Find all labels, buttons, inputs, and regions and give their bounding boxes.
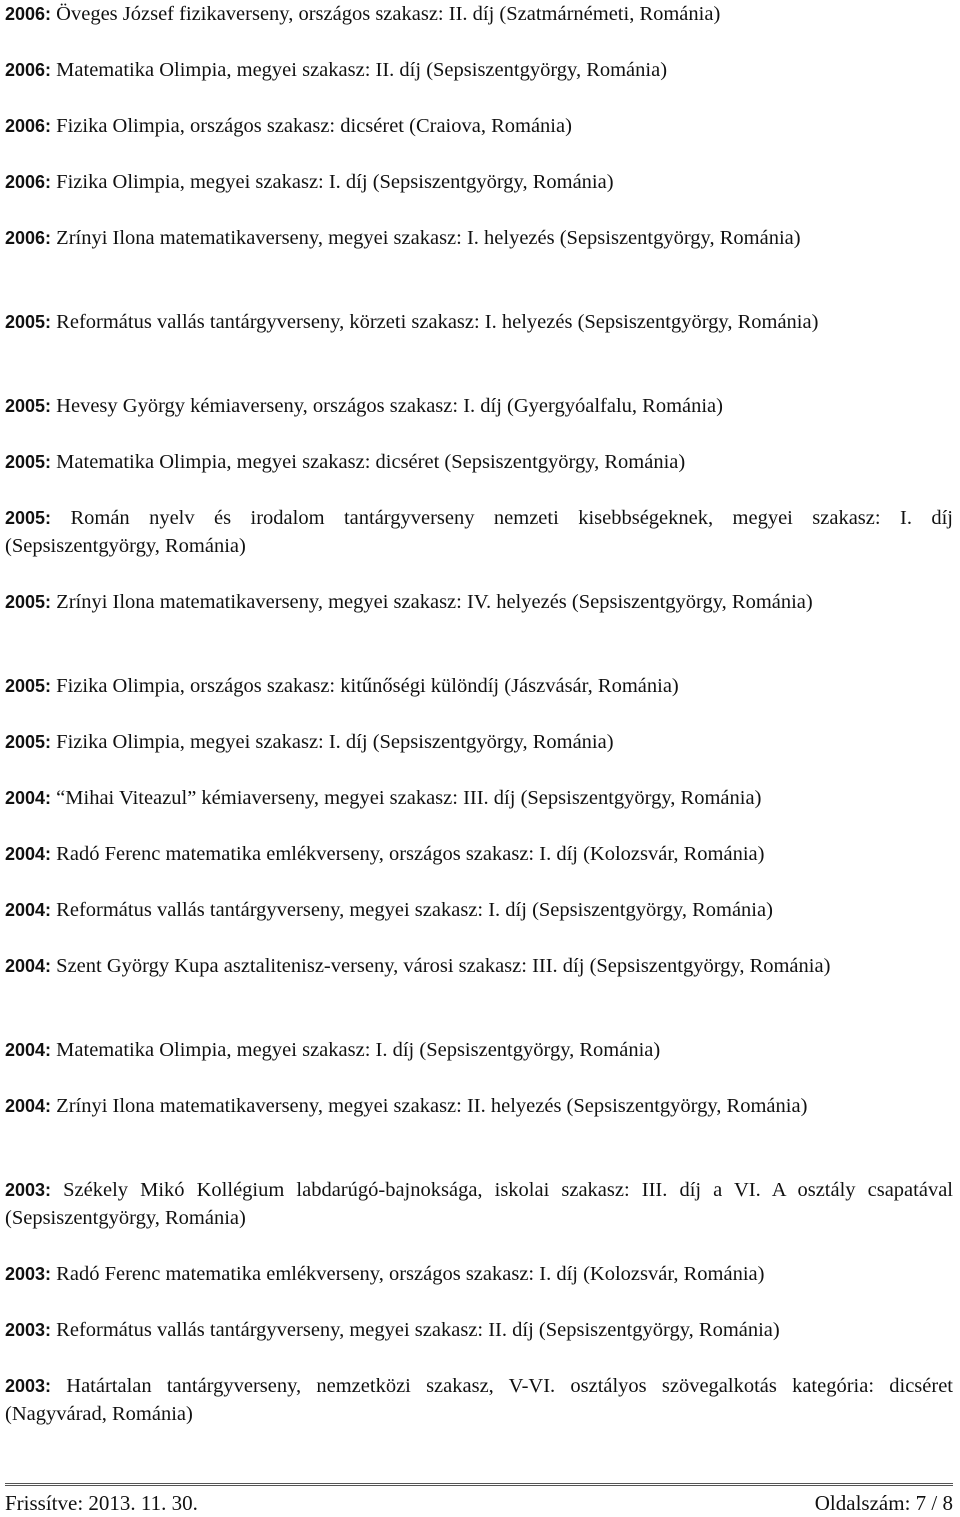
award-entry — [5, 1372, 953, 1428]
award-text: Fizika Olimpia, országos szakasz: dicséret (Craiova, Románia) — [51, 115, 572, 137]
award-year: 2004: — [5, 956, 52, 976]
award-text: Román nyelv és irodalom tantárgyverseny nemzeti kisebbségeknek, megyei szakasz: I. díj (Sepsiszentgyörgy, Románia) — [5, 507, 953, 557]
award-entry — [5, 224, 953, 252]
award-year: 2003: — [5, 1320, 52, 1340]
award-year: 2004: — [5, 900, 52, 920]
updated-date: Frissítve: 2013. 11. 30. — [5, 1491, 198, 1515]
award-text: Matematika Olimpia, megyei szakasz: I. díj (Sepsiszentgyörgy, Románia) — [51, 1039, 661, 1061]
award-year: 2005: — [5, 312, 52, 332]
award-text: Zrínyi Ilona matematikaverseny, megyei szakasz: I. helyezés (Sepsiszentgyörgy, Románia) — [51, 227, 801, 249]
award-entry — [5, 1092, 953, 1120]
award-entry — [5, 392, 953, 420]
award-entry — [5, 896, 953, 924]
award-year: 2005: — [5, 592, 52, 612]
award-year: 2005: — [5, 676, 52, 696]
award-text: Székely Mikó Kollégium labdarúgó-bajnoksága, iskolai szakasz: III. díj a VI. A osztály csapatával (Sepsiszentgyörgy, Románia) — [5, 1179, 953, 1229]
award-entry — [5, 504, 953, 560]
award-year: 2003: — [5, 1264, 52, 1284]
award-entry — [5, 168, 953, 196]
award-entry — [5, 588, 953, 616]
award-entry — [5, 1260, 953, 1288]
award-year: 2006: — [5, 4, 52, 24]
award-year: 2006: — [5, 116, 52, 136]
award-text: Matematika Olimpia, megyei szakasz: II. díj (Sepsiszentgyörgy, Románia) — [51, 59, 668, 81]
award-year: 2005: — [5, 396, 52, 416]
award-year: 2006: — [5, 228, 52, 248]
award-text: Református vallás tantárgyverseny, megyei szakasz: II. díj (Sepsiszentgyörgy, Románia) — [51, 1319, 780, 1341]
award-year: 2005: — [5, 452, 52, 472]
award-entry — [5, 56, 953, 84]
award-text: Szent György Kupa asztalitenisz-verseny, városi szakasz: III. díj (Sepsiszentgyörgy, Románia) — [51, 955, 831, 977]
award-entry — [5, 1176, 953, 1232]
award-entry — [5, 840, 953, 868]
award-entry — [5, 672, 953, 700]
award-year: 2004: — [5, 844, 52, 864]
award-text: Radó Ferenc matematika emlékverseny, országos szakasz: I. díj (Kolozsvár, Románia) — [51, 843, 765, 865]
award-entry — [5, 308, 953, 336]
award-text: Radó Ferenc matematika emlékverseny, országos szakasz: I. díj (Kolozsvár, Románia) — [51, 1263, 765, 1285]
page-number: Oldalszám: 7 / 8 — [814, 1491, 953, 1515]
award-entry — [5, 0, 953, 28]
award-text: Zrínyi Ilona matematikaverseny, megyei szakasz: IV. helyezés (Sepsiszentgyörgy, Románia) — [51, 591, 813, 613]
award-text: Református vallás tantárgyverseny, megyei szakasz: I. díj (Sepsiszentgyörgy, Románia) — [51, 899, 773, 921]
award-text: Fizika Olimpia, megyei szakasz: I. díj (Sepsiszentgyörgy, Románia) — [51, 171, 614, 193]
award-year: 2003: — [5, 1376, 52, 1396]
award-year: 2003: — [5, 1180, 52, 1200]
award-text: Matematika Olimpia, megyei szakasz: dicséret (Sepsiszentgyörgy, Románia) — [51, 451, 686, 473]
award-year: 2004: — [5, 1096, 52, 1116]
award-text: Öveges József fizikaverseny, országos szakasz: II. díj (Szatmárnémeti, Románia) — [51, 3, 721, 25]
award-year: 2005: — [5, 732, 52, 752]
award-entry — [5, 1036, 953, 1064]
award-entry — [5, 952, 953, 980]
award-year: 2004: — [5, 788, 52, 808]
award-text: Református vallás tantárgyverseny, körzeti szakasz: I. helyezés (Sepsiszentgyörgy, Románia) — [51, 311, 819, 333]
award-entry — [5, 784, 953, 812]
award-year: 2004: — [5, 1040, 52, 1060]
award-text: Határtalan tantárgyverseny, nemzetközi szakasz, V-VI. osztályos szövegalkotás kategória: dicséret (Nagyvárad, Románia) — [5, 1375, 953, 1425]
award-year: 2006: — [5, 60, 52, 80]
award-entry — [5, 448, 953, 476]
award-text: “Mihai Viteazul” kémiaverseny, megyei szakasz: III. díj (Sepsiszentgyörgy, Románia) — [51, 787, 762, 809]
award-entry — [5, 728, 953, 756]
award-year: 2005: — [5, 508, 52, 528]
award-text: Hevesy György kémiaverseny, országos szakasz: I. díj (Gyergyóalfalu, Románia) — [51, 395, 723, 417]
page-footer — [5, 1483, 953, 1516]
award-entry — [5, 1316, 953, 1344]
award-text: Zrínyi Ilona matematikaverseny, megyei szakasz: II. helyezés (Sepsiszentgyörgy, Románia) — [51, 1095, 808, 1117]
award-text: Fizika Olimpia, országos szakasz: kitűnőségi különdíj (Jászvásár, Románia) — [51, 675, 679, 697]
award-entry — [5, 112, 953, 140]
award-year: 2006: — [5, 172, 52, 192]
award-text: Fizika Olimpia, megyei szakasz: I. díj (Sepsiszentgyörgy, Románia) — [51, 731, 614, 753]
